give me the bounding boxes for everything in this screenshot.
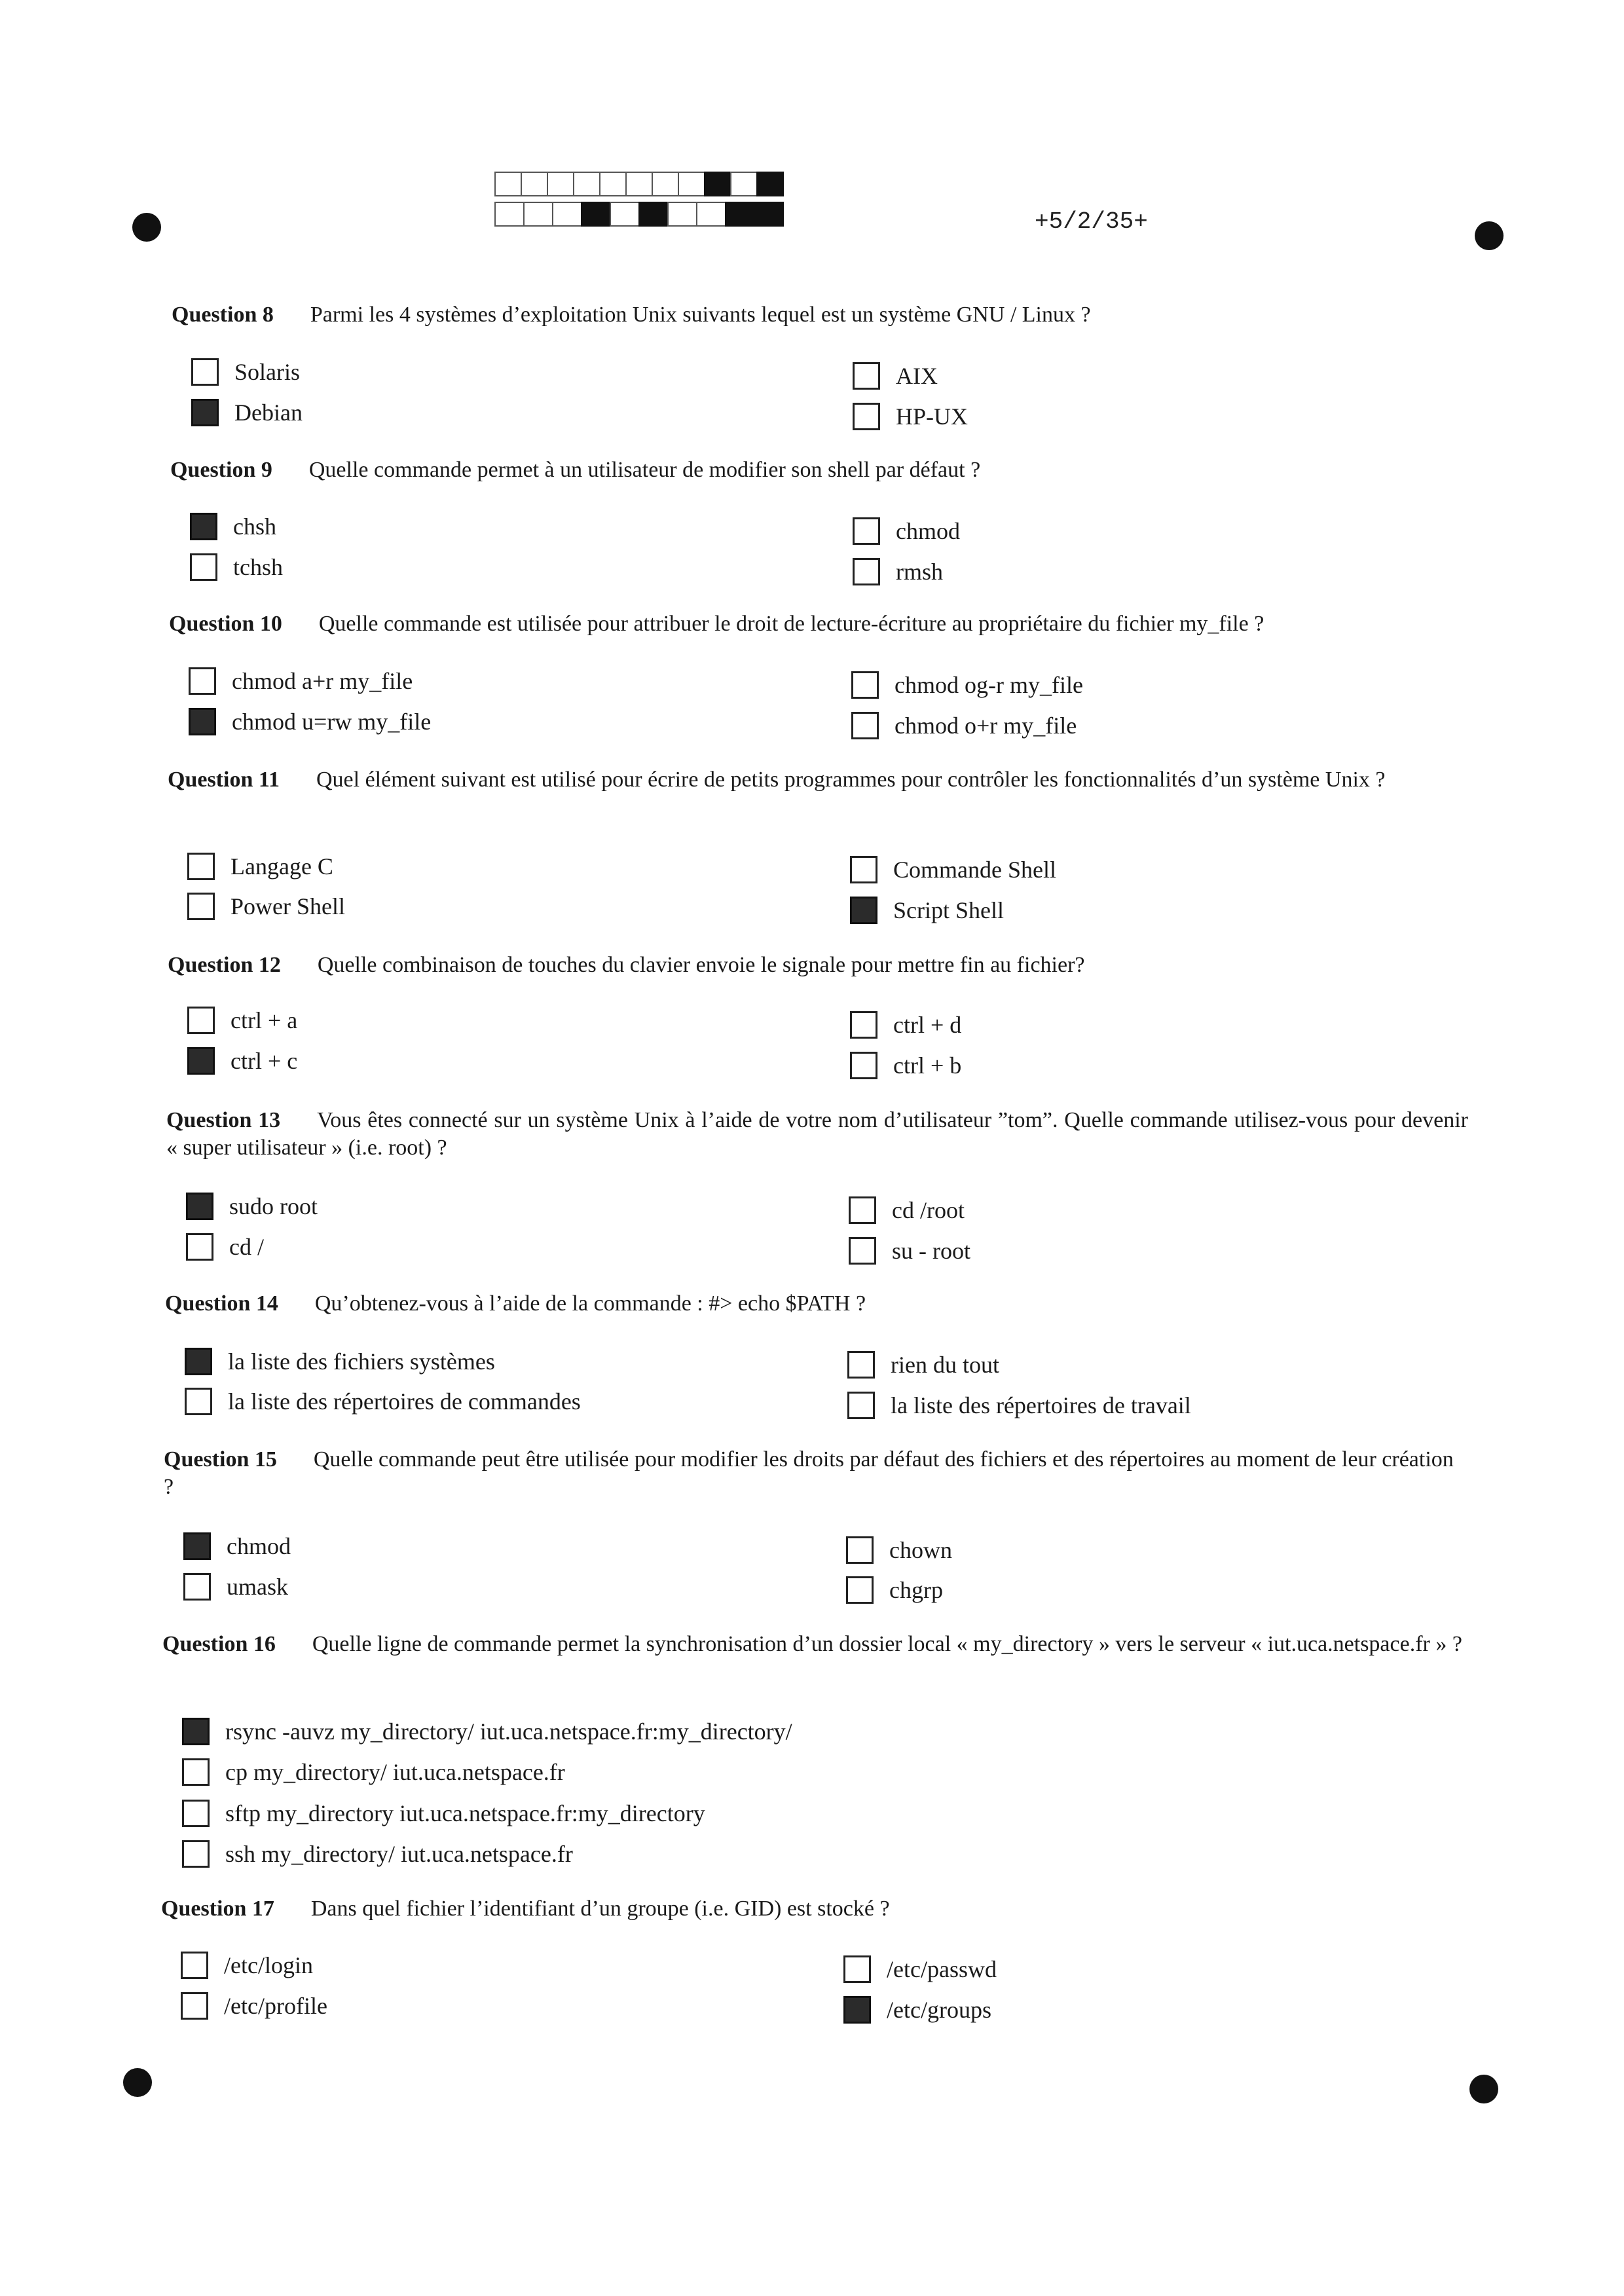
answer-option[interactable] [189,708,431,735]
option-label: Solaris [234,359,301,385]
answer-option[interactable] [182,1718,792,1745]
question-number: Question 16 [162,1632,276,1656]
page-id: +5/2/35+ [1035,208,1148,235]
option-label: chown [889,1537,952,1563]
question-title [166,1107,1468,1162]
question-title [165,1290,1475,1318]
question-title [162,1631,1468,1658]
page-barcode-top [494,172,783,196]
answer-option[interactable] [850,1011,961,1039]
answer-option[interactable] [843,1996,991,2024]
question-text: Vous êtes connecté sur un système Unix à l’aide de votre nom d’utilisateur ”tom”. Quelle commande utilisez-vous pour devenir « super utilisateur » (i.e. root) ? [166,1108,1468,1160]
option-label: cp my_directory/ iut.uca.netspace.fr [225,1759,565,1785]
checkbox-checked[interactable] [843,1996,871,2024]
question-text: Quelle commande peut être utilisée pour modifier les droits par défaut des fichiers et des répertoires au moment de leur création ? [164,1447,1454,1499]
option-label: chmod u=rw my_file [232,709,432,735]
option-label: Debian [234,399,303,426]
option-label: HP-UX [896,403,969,430]
answer-option[interactable] [183,1532,291,1560]
corner-mark-bottom-right [1469,2075,1498,2103]
checkbox[interactable] [850,1011,877,1039]
question-text: Dans quel fichier l’identifiant d’un groupe (i.e. GID) est stocké ? [310,1897,890,1921]
checkbox-checked[interactable] [182,1718,210,1745]
checkbox[interactable] [853,517,880,545]
checkbox[interactable] [187,893,215,920]
barcode-cell [638,202,669,227]
corner-mark-top-right [1475,221,1504,250]
question-number: Question 10 [169,612,282,636]
answer-option[interactable] [185,1348,495,1375]
checkbox[interactable] [853,403,880,430]
barcode-cell [573,172,600,196]
answer-option[interactable] [181,1992,327,2020]
question-title [168,952,1477,979]
checkbox-checked[interactable] [190,513,217,540]
option-label: Langage C [231,853,333,880]
barcode-cell [725,202,755,227]
barcode-cell [547,172,574,196]
answer-option[interactable] [191,358,300,386]
option-label: ctrl + d [893,1012,962,1038]
question-text: Qu’obtenez-vous à l’aide de la commande : #> echo $PATH ? [314,1291,866,1316]
answer-option[interactable] [186,1193,318,1220]
answer-option[interactable] [853,558,943,585]
barcode-cell [754,202,784,227]
answer-option[interactable] [185,1388,581,1415]
checkbox[interactable] [181,1992,208,2020]
checkbox[interactable] [853,558,880,585]
option-label: tchsh [233,554,283,580]
checkbox[interactable] [846,1536,874,1564]
question-number: Question 15 [164,1447,277,1472]
checkbox[interactable] [850,1052,877,1079]
answer-option[interactable] [189,667,413,695]
barcode-cell [678,172,705,196]
option-label: /etc/passwd [887,1956,997,1982]
option-label: umask [227,1574,288,1600]
question-number: Question 8 [172,303,274,327]
barcode-cell [696,202,726,227]
checkbox[interactable] [850,856,877,883]
answer-option[interactable] [843,1955,997,1983]
barcode-cell [521,172,548,196]
checkbox[interactable] [181,1952,208,1979]
option-label: /etc/groups [887,1997,991,2023]
option-label: sftp my_directory iut.uca.netspace.fr:my_directory [225,1800,705,1826]
answer-option[interactable] [187,893,345,920]
question-text: Quelle commande est utilisée pour attribuer le droit de lecture-écriture au propriétaire du fichier my_file ? [318,612,1264,636]
question-text: Quelle combinaison de touches du clavier envoie le signale pour mettre fin au fichier? [317,953,1085,977]
option-label: la liste des répertoires de commandes [228,1388,581,1415]
barcode-cell [494,202,525,227]
checkbox[interactable] [847,1351,875,1379]
checkbox[interactable] [851,712,879,739]
question-number: Question 17 [161,1897,274,1921]
option-label: cd /root [892,1197,965,1223]
checkbox[interactable] [183,1573,211,1601]
answer-option[interactable] [186,1233,264,1261]
answer-option[interactable] [187,1007,297,1034]
answer-option[interactable] [851,712,1077,739]
checkbox[interactable] [182,1758,210,1786]
option-label: cd / [229,1234,264,1260]
answer-option[interactable] [191,399,303,426]
option-label: /etc/profile [224,1993,327,2019]
checkbox[interactable] [846,1576,874,1604]
question-title [161,1895,1471,1923]
corner-mark-top-left [132,213,161,242]
question-number: Question 14 [165,1291,278,1316]
question-title [164,1446,1468,1501]
option-label: AIX [896,363,938,389]
question-text: Parmi les 4 systèmes d’exploitation Unix suivants lequel est un système GNU / Linux ? [310,303,1091,327]
option-label: rien du tout [891,1352,999,1378]
checkbox[interactable] [187,1007,215,1034]
answer-option[interactable] [190,513,276,540]
checkbox[interactable] [847,1392,875,1419]
answer-option[interactable] [850,856,1056,883]
checkbox[interactable] [187,853,215,880]
option-label: chmod [227,1533,291,1559]
answer-option[interactable] [849,1196,965,1224]
option-label: chmod [896,518,960,544]
barcode-cell [599,172,627,196]
answer-option[interactable] [850,897,1004,924]
question-number: Question 9 [170,458,272,482]
option-label: Script Shell [893,897,1004,923]
barcode-cell [581,202,611,227]
question-text: Quelle commande permet à un utilisateur de modifier son shell par défaut ? [308,458,981,482]
checkbox-checked[interactable] [183,1532,211,1560]
answer-option[interactable] [182,1800,705,1827]
option-label: chmod og-r my_file [895,672,1083,698]
checkbox[interactable] [182,1840,210,1868]
answer-option[interactable] [187,1047,297,1075]
checkbox[interactable] [182,1800,210,1827]
question-title [168,766,1468,794]
page-barcode-bottom [494,202,783,227]
answer-option[interactable] [849,1237,970,1265]
option-label: sudo root [229,1193,318,1219]
answer-option[interactable] [850,1052,961,1079]
question-title [170,456,1480,484]
option-label: la liste des fichiers systèmes [228,1348,495,1375]
barcode-cell [523,202,553,227]
option-label: rsync -auvz my_directory/ iut.uca.netspace.fr:my_directory/ [225,1718,792,1745]
barcode-cell [667,202,697,227]
answer-option[interactable] [182,1840,573,1868]
checkbox-checked[interactable] [185,1348,212,1375]
option-label: ctrl + c [231,1048,298,1074]
checkbox[interactable] [191,358,219,386]
answer-option[interactable] [181,1952,313,1979]
question-number: Question 11 [168,768,280,792]
question-number: Question 13 [166,1108,281,1132]
option-label: /etc/login [224,1952,313,1978]
corner-mark-bottom-left [123,2068,152,2097]
question-title [172,301,1481,329]
answer-option[interactable] [183,1573,288,1601]
answer-option[interactable] [851,671,1083,699]
checkbox[interactable] [843,1955,871,1983]
question-title [169,610,1479,638]
answer-option[interactable] [190,553,283,581]
barcode-cell [652,172,679,196]
option-label: rmsh [896,559,943,585]
question-text: Quelle ligne de commande permet la synchronisation d’un dossier local « my_directory » vers le serveur « iut.uca.netspace.fr » ? [312,1632,1462,1656]
checkbox[interactable] [189,667,216,695]
option-label: su - root [892,1238,970,1264]
option-label: la liste des répertoires de travail [891,1392,1191,1418]
barcode-cell [625,172,653,196]
checkbox-checked[interactable] [191,399,219,426]
checkbox[interactable] [851,671,879,699]
checkbox[interactable] [190,553,217,581]
answer-option[interactable] [187,853,333,880]
option-label: chsh [233,513,276,540]
checkbox[interactable] [849,1196,876,1224]
checkbox-checked[interactable] [850,897,877,924]
checkbox[interactable] [186,1233,213,1261]
answer-option[interactable] [846,1576,943,1604]
option-label: Commande Shell [893,857,1056,883]
barcode-cell [610,202,640,227]
option-label: chmod o+r my_file [895,713,1077,739]
answer-option[interactable] [853,362,938,390]
option-label: chmod a+r my_file [232,668,413,694]
answer-option[interactable] [182,1758,565,1786]
option-label: chgrp [889,1577,943,1603]
option-label: ctrl + a [231,1007,298,1033]
option-label: Power Shell [231,893,345,919]
barcode-cell [704,172,731,196]
checkbox[interactable] [853,362,880,390]
answer-option[interactable] [846,1536,952,1564]
question-text: Quel élément suivant est utilisé pour écrire de petits programmes pour contrôler les fonctionnalités d’un système Unix ? [316,768,1386,792]
checkbox[interactable] [185,1388,212,1415]
checkbox-checked[interactable] [186,1193,213,1220]
checkbox-checked[interactable] [187,1047,215,1075]
option-label: ssh my_directory/ iut.uca.netspace.fr [225,1841,573,1867]
answer-option[interactable] [853,517,960,545]
barcode-cell [756,172,784,196]
question-number: Question 12 [168,953,281,977]
answer-option[interactable] [847,1351,999,1379]
barcode-cell [552,202,582,227]
checkbox-checked[interactable] [189,708,216,735]
barcode-cell [494,172,522,196]
answer-option[interactable] [847,1392,1191,1419]
answer-option[interactable] [853,403,968,430]
barcode-cell [730,172,758,196]
option-label: ctrl + b [893,1052,962,1079]
checkbox[interactable] [849,1237,876,1265]
